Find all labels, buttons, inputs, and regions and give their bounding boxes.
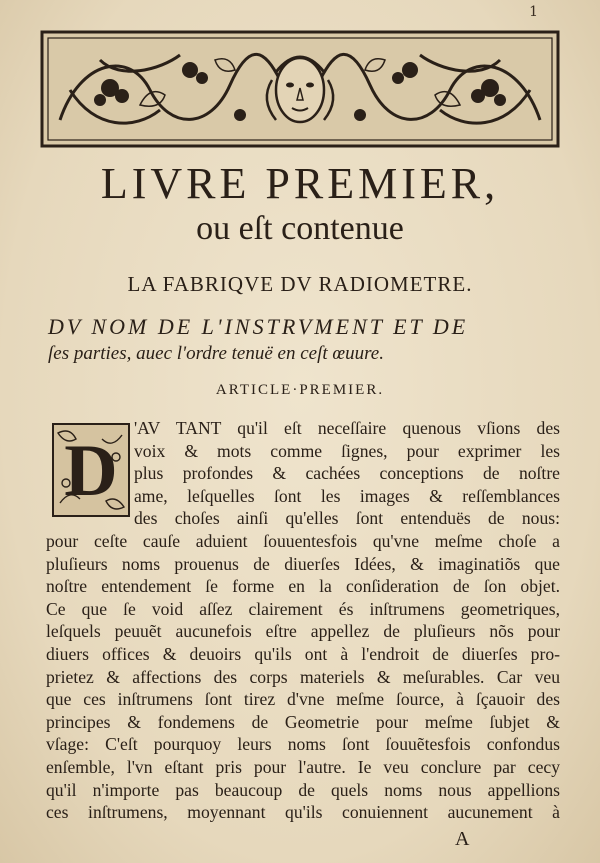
text-line: que ces inſtrumens ſont tirez d'vne meſme ſource, à ſçauoir des	[46, 689, 560, 710]
text-line: noſtre entendement ſe forme en la conſideration de ſon objet.	[46, 576, 560, 597]
text-line: 'AV TANT qu'il eſt neceſſaire quenous vſions des	[134, 418, 560, 438]
text-line: qu'il n'importe pas beaucoup de quels noms nous appellions	[46, 779, 560, 800]
dropcap-ornament	[52, 423, 130, 517]
chapter-heading-line-2: ſes parties, auec l'ordre tenuë en ceſt œuure.	[48, 343, 384, 364]
text-line: enſemble, l'vn eſtant pris pour l'autre. Ie veu conclure par cecy	[46, 757, 560, 777]
text-line: plus profondes & cachées conceptions de noſtre	[134, 463, 560, 484]
text-line: diuers offices & deuoirs qu'ils ont à l'endroit de diuerſes pro-	[46, 644, 560, 664]
book-title: LIVRE PREMIER,	[100, 159, 500, 208]
text-line: ces inſtrumens, moyennant qu'ils conuiennent aucunement à	[46, 802, 560, 823]
dropcap-letter: D	[64, 430, 118, 512]
text-line: pour ceſte cauſe aduient ſouuentesfois qu'vne meſme choſe a	[46, 531, 560, 551]
text-line: vſage: C'eſt pourquoy leurs noms ſont ſouuẽtesfois confondus	[46, 734, 560, 755]
text-line: Ce que ſe void aſſez clairement és inſtrumens geometriques,	[46, 598, 560, 619]
chapter-heading-line-1: DV NOM DE L'INSTRVMENT ET DE	[48, 314, 469, 339]
catchword: A	[455, 828, 470, 850]
text-line: ame, leſquelles ſont les images & reſſemblances	[134, 485, 560, 506]
text-line: principes & fondemens de Geometrie pour meſme ſubjet &	[46, 711, 560, 732]
text-line: pluſieurs noms prouenus de diuerſes Idées, & imaginatiõs que	[46, 553, 560, 574]
page-number: 1	[529, 4, 538, 20]
text-line: leſquels peuuẽt aucunefois eſtre appellez de pluſieurs nõs pour	[46, 621, 560, 642]
ornamental-headpiece	[40, 30, 560, 148]
text-line: des choſes ainſi qu'elles ſont entenduës de nous:	[134, 508, 560, 529]
book-subtitle: ou eſt contenue	[196, 210, 404, 247]
text-line: prietez & affections des corps materiels & meſurables. Car veu	[46, 666, 560, 687]
section-heading: LA FABRIQVE DV RADIOMETRE.	[127, 272, 473, 296]
text-line: voix & mots comme ſignes, pour exprimer les	[134, 440, 560, 461]
article-heading: ARTICLE·PREMIER.	[215, 382, 385, 398]
